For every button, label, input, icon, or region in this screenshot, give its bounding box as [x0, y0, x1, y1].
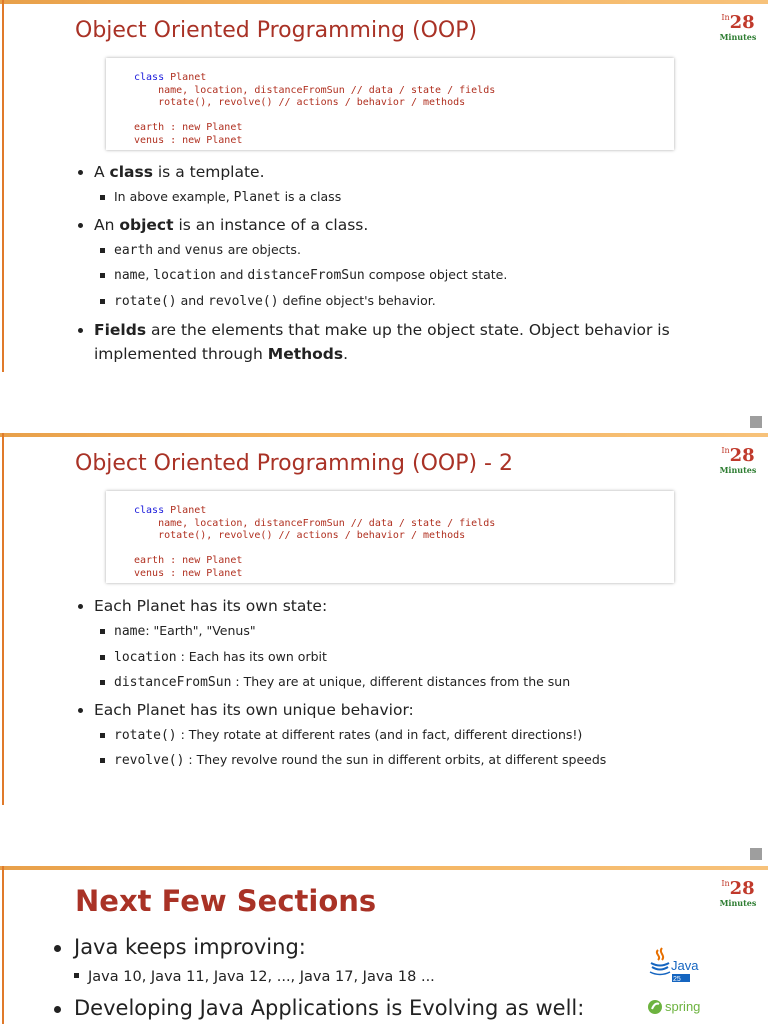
slide-left-border: [2, 433, 4, 805]
list-item: In above example, Planet is a class: [100, 185, 708, 211]
spring-logo-icon: [646, 996, 706, 1018]
slide-1: [0, 0, 768, 372]
in28minutes-logo: $^{In}$28 Minutes: [719, 445, 757, 475]
slide-title: Next Few Sections: [75, 884, 377, 918]
list-item: An object is an instance of a class.: [78, 213, 708, 237]
list-item: name: "Earth", "Venus": [100, 619, 708, 645]
list-item: Each Planet has its own unique behavior:: [78, 698, 708, 722]
code-block: class Planet name, location, distanceFromSun // data / state / fields rotate(), revolve() // actions / behavior / methods earth : new Planet venus : new Planet: [106, 491, 674, 583]
java-logo-icon: [646, 946, 699, 986]
list-item: earth and venus are objects.: [100, 238, 708, 264]
list-item: revolve() : They revolve round the sun in different orbits, at different speeds: [100, 748, 708, 774]
slide-left-border: [2, 0, 4, 372]
list-item: Java keeps improving:: [54, 932, 708, 962]
slide-top-line: [0, 0, 768, 4]
list-item: name, location and distanceFromSun compose object state.: [100, 263, 708, 289]
svg-text:25: 25: [673, 976, 681, 983]
list-item: Each Planet has its own state:: [78, 594, 708, 618]
bullet-list: [78, 160, 708, 367]
slide-top-line: [0, 866, 768, 870]
list-item: Java 10, Java 11, Java 12, ..., Java 17, Java 18 ...: [74, 963, 708, 991]
list-item: location : Each has its own orbit: [100, 645, 708, 671]
list-item: rotate() : They rotate at different rates (and in fact, different directions!): [100, 723, 708, 749]
slide-title: Object Oriented Programming (OOP): [75, 18, 478, 43]
slide-corner-marker: [750, 416, 762, 428]
list-item: Developing Java Applications is Evolving as well:: [54, 993, 708, 1023]
list-item: distanceFromSun : They are at unique, different distances from the sun: [100, 670, 708, 696]
in28minutes-logo: $^{In}$28 Minutes: [719, 878, 757, 908]
slide-2: [0, 433, 768, 805]
svg-text:spring: spring: [665, 999, 701, 1014]
slide-title: Object Oriented Programming (OOP) - 2: [75, 451, 513, 476]
list-item: Fields are the elements that make up the object state. Object behavior is implemented through Methods.: [78, 318, 708, 366]
slide-top-line: [0, 433, 768, 437]
slide-corner-marker: [750, 848, 762, 860]
list-item: rotate() and revolve() define object's behavior.: [100, 289, 708, 315]
code-block: class Planet name, location, distanceFromSun // data / state / fields rotate(), revolve() // actions / behavior / methods earth : new Planet venus : new Planet: [106, 58, 674, 150]
slide-left-border: [2, 866, 4, 1024]
svg-text:Java: Java: [671, 958, 699, 973]
bullet-list: [78, 594, 708, 774]
in28minutes-logo: $^{In}$28 Minutes: [719, 12, 757, 42]
bullet-list: [54, 932, 708, 1024]
list-item: A class is a template.: [78, 160, 708, 184]
